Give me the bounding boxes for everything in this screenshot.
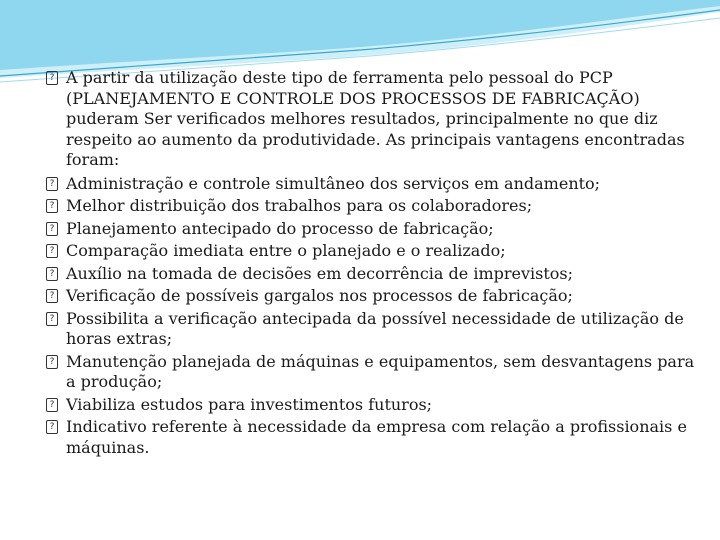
list-item <box>46 352 696 393</box>
list-item <box>46 309 696 350</box>
missing-glyph-box-icon: ? <box>46 199 58 213</box>
list-item-text: Administração e controle simultâneo dos serviços em andamento; <box>66 173 601 193</box>
list-item-text: Melhor distribuição dos trabalhos para os colaboradores; <box>66 196 533 215</box>
list-item-text: Indicativo referente à necessidade da empresa com relação a profissionais e máquinas. <box>66 417 687 457</box>
list-item-text: A partir da utilização deste tipo de ferramenta pelo pessoal do PCP (PLANEJAMENTO E CONTROLE DOS PROCESSOS DE FABRICAÇÃO) puderam Ser verificados melhores resultados, principalmente no que diz respeito ao aumento da produtividade. As principais vantagens encontradas foram: <box>66 68 685 169</box>
list-item <box>46 286 696 307</box>
list-item <box>46 395 696 416</box>
list-item <box>46 264 696 285</box>
missing-glyph-box-icon: ? <box>46 267 58 281</box>
list-item <box>46 417 696 458</box>
missing-glyph-box-icon: ? <box>46 398 58 412</box>
list-item <box>46 196 696 217</box>
list-item-text: Possibilita a verificação antecipada da possível necessidade de utilização de horas extras; <box>66 308 684 348</box>
list-item-text: Verificação de possíveis gargalos nos processos de fabricação; <box>66 286 573 305</box>
list-item <box>46 68 696 171</box>
wave-band-mid <box>0 0 720 70</box>
list-item-text: Manutenção planejada de máquinas e equipamentos, sem desvantagens para a produção; <box>66 351 695 391</box>
list-item <box>46 241 696 262</box>
list-item <box>46 219 696 240</box>
slide-body <box>46 68 696 458</box>
missing-glyph-box-icon: ? <box>46 71 58 85</box>
missing-glyph-box-icon: ? <box>46 244 58 258</box>
missing-glyph-box-icon: ? <box>46 420 58 434</box>
list-item-text: Comparação imediata entre o planejado e o realizado; <box>66 241 506 260</box>
missing-glyph-box-icon: ? <box>46 177 58 191</box>
missing-glyph-box-icon: ? <box>46 289 58 303</box>
missing-glyph-box-icon: ? <box>46 222 58 236</box>
list-item <box>46 174 696 195</box>
missing-glyph-box-icon: ? <box>46 312 58 326</box>
list-item-text: Planejamento antecipado do processo de fabricação; <box>66 218 494 238</box>
list-item-text: Viabiliza estudos para investimentos futuros; <box>66 394 433 414</box>
list-item-text: Auxílio na tomada de decisões em decorrência de imprevistos; <box>66 263 573 283</box>
missing-glyph-box-icon: ? <box>46 355 58 369</box>
